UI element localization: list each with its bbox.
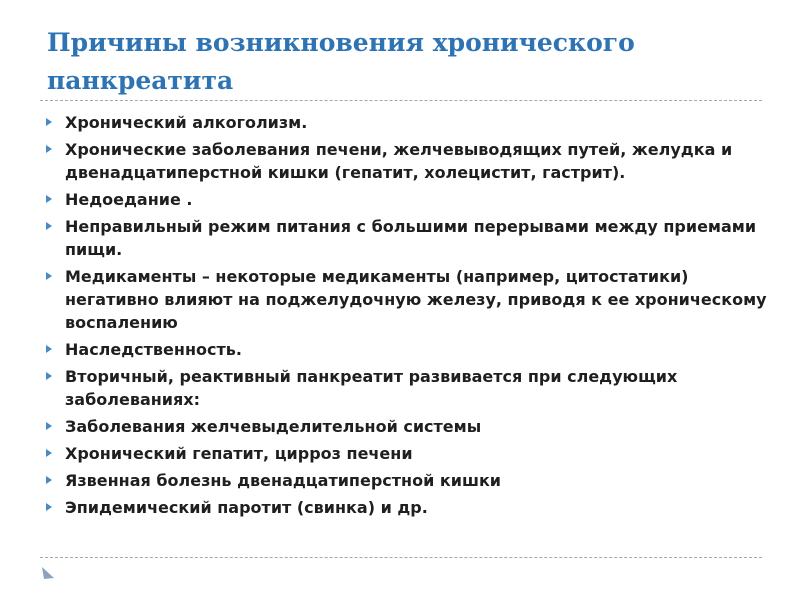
bullet-item [40, 442, 770, 465]
bullet-arrow-icon [46, 145, 52, 153]
bullet-item [40, 111, 770, 134]
footer-divider [40, 557, 762, 558]
slide-title: Причины возникновения хронического панкреатита [47, 28, 635, 95]
bullet-item [40, 496, 770, 519]
bullet-item [40, 365, 770, 411]
bullet-text: Язвенная болезнь двенадцатиперстной кишки [65, 471, 502, 490]
bullet-arrow-icon [46, 476, 52, 484]
bullet-list [40, 111, 770, 523]
title-divider [40, 100, 762, 101]
bullet-arrow-icon [46, 372, 52, 380]
bullet-arrow-icon [46, 272, 52, 280]
bullet-arrow-icon [46, 422, 52, 430]
bullet-item [40, 338, 770, 361]
bullet-arrow-icon [46, 195, 52, 203]
bullet-arrow-icon [46, 222, 52, 230]
bullet-text: Неправильный режим питания с большими перерывами между приемами пищи. [65, 217, 757, 259]
bullet-arrow-icon [46, 345, 52, 353]
bullet-text: Недоедание . [65, 190, 193, 209]
bullet-item [40, 215, 770, 261]
bullet-text: Вторичный, реактивный панкреатит развивается при следующих заболеваниях: [65, 367, 678, 409]
bullet-item [40, 138, 770, 184]
bullet-text: Хронический алкоголизм. [65, 113, 308, 132]
triangle-arrow-icon[interactable] [40, 565, 56, 581]
bullet-item [40, 265, 770, 334]
bullet-arrow-icon [46, 449, 52, 457]
bullet-text: Медикаменты – некоторые медикаменты (например, цитостатики) негативно влияют на поджелудочную железу, приводя к ее хроническому воспалению [65, 267, 767, 332]
bullet-item [40, 188, 770, 211]
bullet-text: Наследственность. [65, 340, 242, 359]
bullet-item [40, 415, 770, 438]
bullet-text: Эпидемический паротит (свинка) и др. [65, 498, 428, 517]
bullet-text: Хронический гепатит, цирроз печени [65, 444, 413, 463]
bullet-arrow-icon [46, 503, 52, 511]
bullet-item [40, 469, 770, 492]
bullet-text: Хронические заболевания печени, желчевыводящих путей, желудка и двенадцатиперстной кишки (гепатит, холецистит, гастрит). [65, 140, 733, 182]
bullet-text: Заболевания желчевыделительной системы [65, 417, 482, 436]
bullet-arrow-icon [46, 118, 52, 126]
